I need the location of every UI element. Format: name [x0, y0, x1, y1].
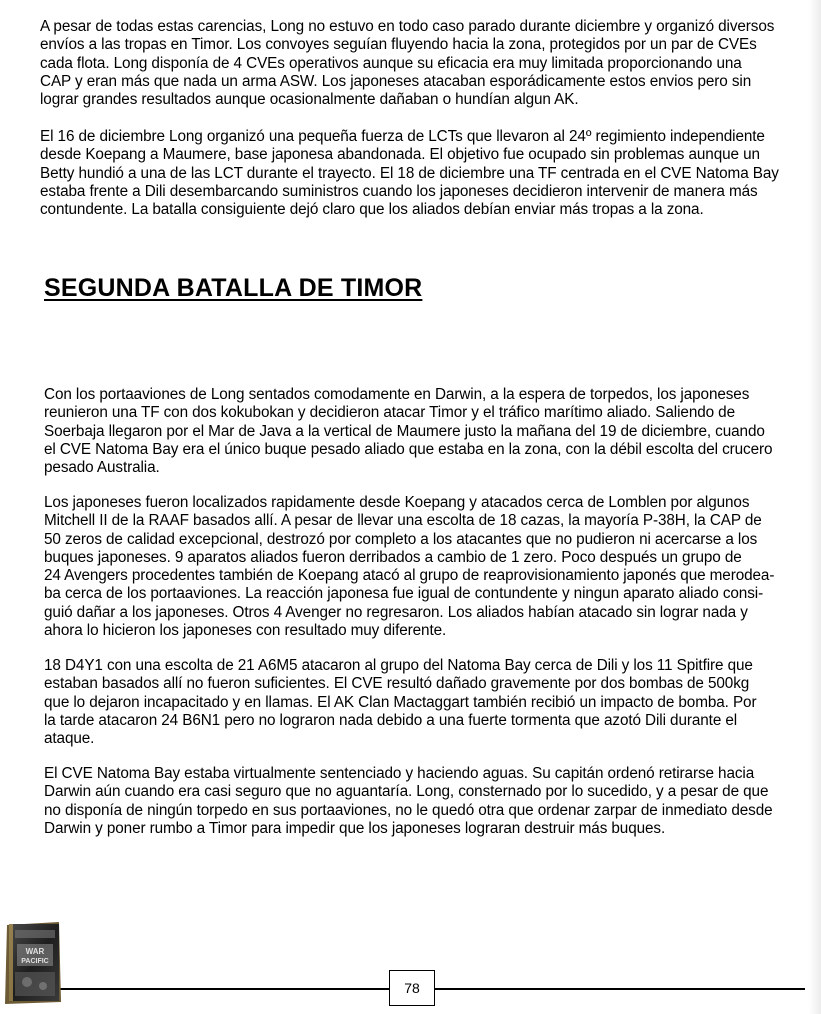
- page-edge-shadow: [809, 0, 821, 1014]
- section-heading: SEGUNDA BATALLA DE TIMOR: [44, 274, 423, 302]
- page-number: [389, 970, 435, 1006]
- paragraph-long-response: El CVE Natoma Bay estaba virtualmente sentenciado y haciendo aguas. Su capitán ordenó retirarse hacia Darwin aún cuando era casi seguro que no aguantaría. Long, consternado por lo sucedido, y a pesar de que no disponía de ningún torpedo en sus portaaviones, no le quedó otra que ordenar zarpar de inmediato desde Darwin y poner rumbo a Timor para impedir que los japoneses lograran destruir más buques.: [44, 765, 773, 837]
- page-number-text: 78: [404, 980, 420, 996]
- paragraph-japanese-tf: Con los portaaviones de Long sentados comodamente en Darwin, a la espera de torpedos, los japoneses reunieron una TF con dos kokubokan y decidieron atacar Timor y el tráfico marítimo aliado. Saliendo de Soerbaja llegaron por el Mar de Java a la vertical de Maumere justo la mañana del 19 de diciembre, cuando el CVE Natoma Bay era el único buque pesado aliado que estaba en la zona, con la débil escolta del crucero pesado Australia.: [44, 386, 773, 477]
- logo-text-pacific: PACIFIC: [21, 958, 49, 965]
- paragraph-natoma-bay-hit: 18 D4Y1 con una escolta de 21 A6M5 atacaron al grupo del Natoma Bay cerca de Dili y los 11 Spitfire que estaban basados allí no fueron suficientes. El CVE resultó dañado gravemente por dos bombas de 500kg que lo dejaron incapacitado y en llamas. El AK Clan Mactaggart también recibió un impacto de bomba. Por la tarde atacaron 24 B6N1 pero no lograron nada debido a una fuerte tormenta que azotó Dili durante el ataque.: [44, 657, 757, 748]
- paragraph-convoys: A pesar de todas estas carencias, Long no estuvo en todo caso parado durante diciembre y organizó diversos envíos a las tropas en Timor. Los convoyes seguían fluyendo hacia la zona, protegidos por un par de CVEs cada flota. Long disponía de 4 CVEs operativos aunque su eficacia era muy limitada proporcionando una CAP y eran más que nada un arma ASW. Los japoneses atacaban esporádicamente estos envios pero sin lograr grandes resultados aunque ocasionalmente dañaban o hundían algun AK.: [40, 18, 775, 109]
- paragraph-lct-force: El 16 de diciembre Long organizó una pequeña fuerza de LCTs que llevaron al 24º regimiento independiente desde Koepang a Maumere, base japonesa abandonada. El objetivo fue ocupado sin problemas aunque un Betty hundió a una de las LCT durante el trayecto. El 18 de diciembre una TF centrada en el CVE Natoma Bay estaba frente a Dili desembarcando suministros cuando los japoneses decidieron intervenir de manera más contundente. La batalla consiguiente dejó claro que los aliados debían enviar más tropas a la zona.: [40, 128, 779, 219]
- paragraph-air-attacks: Los japoneses fueron localizados rapidamente desde Koepang y atacados cerca de Lomblen por algunos Mitchell II de la RAAF basados allí. A pesar de llevar una escolta de 18 cazas, la mayoría P-38H, la CAP de 50 zeros de calidad excepcional, destrozó por completo a los atacantes que no pudieron ni acercarse a los buques japoneses. 9 aparatos aliados fueron derribados a cambio de 1 zero. Poco después un grupo de 24 Avengers procedentes también de Koepang atacó al grupo de reaprovisionamiento japonés que merodea- ba cerca de los portaaviones. La reacción japonesa fue igual de contundente y ningun aparato aliado consi- guió dañar a los japoneses. Otros 4 Avenger no regresaron. Los aliados habían atacado sin lograr nada y ahora lo hicieron los japoneses con resultado muy diferente.: [44, 494, 775, 640]
- logo-text-war: WAR: [25, 947, 45, 956]
- game-box-logo: [3, 922, 63, 1004]
